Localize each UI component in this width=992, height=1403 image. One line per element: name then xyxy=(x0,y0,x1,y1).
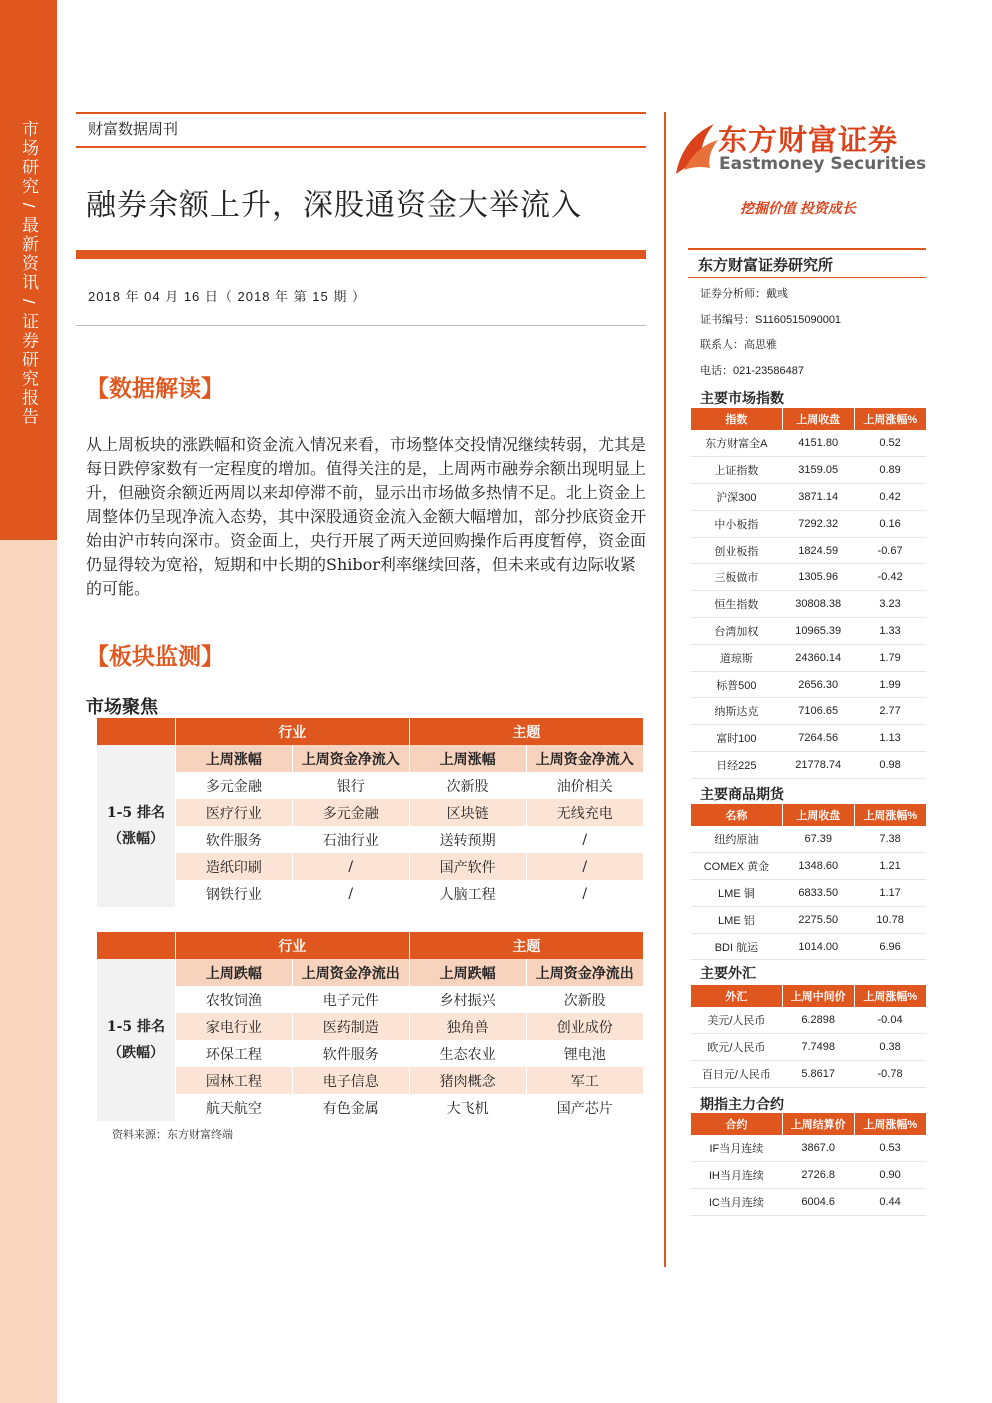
date-rule xyxy=(76,325,646,326)
interpretation-paragraph xyxy=(86,433,646,601)
column-header: 上周资金净流入 xyxy=(292,745,409,772)
interpretation-text: 从上周板块的涨跌幅和资金流入情况来看，市场整体交投情况继续转弱，尤其是每日跌停家数有一定程度的增加。值得关注的是，上周两市融券余额出现明显上升，但融资余额近两周以来却停滞不前，显示出市场做多热情不足。北上资金上周整体仍呈现净流入态势，其中深股通资金流入金额大幅增加，部分抄底资金开始由沪市转向深市。资金面上，央行开展了两天逆回购操作后再度暂停，资金面仍显得较为宽裕，短期和中长期的Shibor利率继续回落，但未来或有边际收紧的可能。 xyxy=(86,435,647,598)
table-cell: 中小板指 xyxy=(691,510,783,537)
indices-table xyxy=(690,408,926,779)
table-cell: 7292.32 xyxy=(782,510,854,537)
table-row xyxy=(691,1061,927,1088)
fx-title: 主要外汇 xyxy=(700,965,756,981)
row-label-type: （跌幅） xyxy=(107,1045,164,1061)
table-cell: 24360.14 xyxy=(782,644,854,671)
table-cell: / xyxy=(526,826,643,853)
table-cell: 乡村振兴 xyxy=(409,986,526,1013)
table-corner xyxy=(97,932,176,959)
table-row xyxy=(97,880,644,907)
table-cell: 人脑工程 xyxy=(409,880,526,907)
table-cell: / xyxy=(526,853,643,880)
table-cell: BDI 航运 xyxy=(691,933,783,960)
table-cell: 东方财富全A xyxy=(691,430,783,457)
column-header: 上周结算价 xyxy=(782,1113,854,1135)
table-cell: 台湾加权 xyxy=(691,618,783,645)
row-label xyxy=(97,745,176,907)
table-row xyxy=(691,752,927,779)
table-cell: 1.21 xyxy=(854,853,926,880)
table-row xyxy=(691,853,927,880)
table-cell: 2275.50 xyxy=(782,906,854,933)
column-header: 上周涨幅% xyxy=(854,408,926,430)
table-cell: LME 铜 xyxy=(691,880,783,907)
table-cell: 造纸印刷 xyxy=(175,853,292,880)
table-row xyxy=(691,430,927,457)
table-cell: 沪深300 xyxy=(691,484,783,511)
table-cell: 银行 xyxy=(292,772,409,799)
table-cell: 软件服务 xyxy=(292,1040,409,1067)
table-cell: 6.96 xyxy=(854,933,926,960)
section-title-interpretation: 【数据解读】 xyxy=(86,375,224,402)
table-cell: 3871.14 xyxy=(782,484,854,511)
table-cell: 创业成份 xyxy=(526,1013,643,1040)
table-row xyxy=(691,484,927,511)
column-header: 上周涨幅% xyxy=(854,804,926,826)
table-cell: 6004.6 xyxy=(782,1189,854,1216)
table-cell: 电子信息 xyxy=(292,1067,409,1094)
table-cell: 大飞机 xyxy=(409,1094,526,1121)
table-row xyxy=(97,1040,644,1067)
column-header: 上周跌幅 xyxy=(175,959,292,986)
table-cell: 3159.05 xyxy=(782,457,854,484)
table-cell: 纳斯达克 xyxy=(691,698,783,725)
column-header: 名称 xyxy=(691,804,783,826)
table-cell: 0.42 xyxy=(854,484,926,511)
contact-person: 联系人：高思雅 xyxy=(700,339,777,351)
table-cell: 航天航空 xyxy=(175,1094,292,1121)
table-cell: 3.23 xyxy=(854,591,926,618)
table-cell: 园林工程 xyxy=(175,1067,292,1094)
table-row xyxy=(691,1162,927,1189)
table-cell: 锂电池 xyxy=(526,1040,643,1067)
row-label-rank: 1-5 排名 xyxy=(106,805,166,821)
table-row xyxy=(691,1034,927,1061)
table-cell: 恒生指数 xyxy=(691,591,783,618)
column-header: 外汇 xyxy=(691,985,783,1007)
source-note: 资料来源：东方财富终端 xyxy=(112,1128,233,1141)
table-cell: 10.78 xyxy=(854,906,926,933)
table-row xyxy=(97,1013,644,1040)
table-cell: LME 铝 xyxy=(691,906,783,933)
table-cell: / xyxy=(292,880,409,907)
table-cell: 0.98 xyxy=(854,752,926,779)
table-cell: 5.8617 xyxy=(782,1061,854,1088)
table-cell: 农牧饲渔 xyxy=(175,986,292,1013)
table-cell: 欧元/人民币 xyxy=(691,1034,783,1061)
brand-name-en: Eastmoney Securities xyxy=(719,154,927,174)
table-cell: 0.89 xyxy=(854,457,926,484)
table-cell: 1824.59 xyxy=(782,537,854,564)
institute-underline xyxy=(688,277,926,278)
table-cell: 钢铁行业 xyxy=(175,880,292,907)
table-row xyxy=(691,564,927,591)
table-cell: 送转预期 xyxy=(409,826,526,853)
table-cell: 0.44 xyxy=(854,1189,926,1216)
column-header: 上周涨幅 xyxy=(409,745,526,772)
fx-table xyxy=(690,985,926,1088)
table-cell: -0.67 xyxy=(854,537,926,564)
table-cell: 上证指数 xyxy=(691,457,783,484)
sidebar-label: 市场研究 / 最新资讯 / 证券研究报告 xyxy=(19,120,38,427)
table-cell: 6.2898 xyxy=(782,1007,854,1034)
table-cell: 医疗行业 xyxy=(175,799,292,826)
column-header: 上周资金净流出 xyxy=(292,959,409,986)
table-cell: 7264.56 xyxy=(782,725,854,752)
certificate-number: 证书编号：S1160515090001 xyxy=(700,314,842,326)
table-cell: 7.7498 xyxy=(782,1034,854,1061)
table-cell: 0.52 xyxy=(854,430,926,457)
table-row xyxy=(691,537,927,564)
table-cell: 家电行业 xyxy=(175,1013,292,1040)
table-cell: 1.13 xyxy=(854,725,926,752)
commodities-title: 主要商品期货 xyxy=(700,786,784,802)
table-corner xyxy=(97,718,176,745)
table-cell: 软件服务 xyxy=(175,826,292,853)
table-cell: / xyxy=(526,880,643,907)
table-row xyxy=(691,1189,927,1216)
table-row xyxy=(691,698,927,725)
table-cell: COMEX 黄金 xyxy=(691,853,783,880)
table-cell: -0.78 xyxy=(854,1061,926,1088)
table-row xyxy=(691,1135,927,1162)
table-cell: 油价相关 xyxy=(526,772,643,799)
table-cell: 日经225 xyxy=(691,752,783,779)
table-cell: IC当月连续 xyxy=(691,1189,783,1216)
group-header: 行业 xyxy=(175,718,409,745)
row-label xyxy=(97,959,176,1121)
analyst-name: 证券分析师：戴彧 xyxy=(700,288,788,300)
column-divider xyxy=(664,112,666,1267)
table-cell: 7106.65 xyxy=(782,698,854,725)
section-title-monitor: 【板块监测】 xyxy=(86,643,224,670)
table-cell: 军工 xyxy=(526,1067,643,1094)
table-cell: 国产软件 xyxy=(409,853,526,880)
table-cell: 4151.80 xyxy=(782,430,854,457)
column-header: 上周收盘 xyxy=(782,804,854,826)
table-row xyxy=(691,591,927,618)
table-row xyxy=(691,644,927,671)
table-row xyxy=(691,510,927,537)
group-header: 主题 xyxy=(409,932,643,959)
table-cell: 三板做市 xyxy=(691,564,783,591)
table-cell: 0.53 xyxy=(854,1135,926,1162)
brand-name-cn: 东方财富证券 xyxy=(718,123,899,157)
table-cell: -0.04 xyxy=(854,1007,926,1034)
table-cell: 次新股 xyxy=(409,772,526,799)
table-cell: 1348.60 xyxy=(782,853,854,880)
table-cell: 0.38 xyxy=(854,1034,926,1061)
column-header: 上周涨幅 xyxy=(175,745,292,772)
table-row xyxy=(97,986,644,1013)
table-row xyxy=(97,799,644,826)
futures-title: 期指主力合约 xyxy=(700,1096,784,1112)
title-rule xyxy=(76,146,646,148)
table-cell: 3867.0 xyxy=(782,1135,854,1162)
table-cell: 无线充电 xyxy=(526,799,643,826)
phone-number: 电话：021-23586487 xyxy=(700,365,804,377)
table-cell: 医药制造 xyxy=(292,1013,409,1040)
institute-rule xyxy=(688,248,926,250)
table-cell: 美元/人民币 xyxy=(691,1007,783,1034)
column-header: 上周收盘 xyxy=(782,408,854,430)
table-cell: 创业板指 xyxy=(691,537,783,564)
table-cell: 独角兽 xyxy=(409,1013,526,1040)
table-cell: 石油行业 xyxy=(292,826,409,853)
table-cell: 1014.00 xyxy=(782,933,854,960)
group-header: 行业 xyxy=(175,932,409,959)
row-label-rank: 1-5 排名 xyxy=(106,1019,166,1035)
table-cell: 多元金融 xyxy=(292,799,409,826)
sidebar-light-bar xyxy=(0,540,57,1403)
table-cell: 1.99 xyxy=(854,671,926,698)
table-cell: 环保工程 xyxy=(175,1040,292,1067)
commodities-table xyxy=(690,804,926,960)
table-row xyxy=(97,826,644,853)
table-row xyxy=(97,1094,644,1121)
top-rule xyxy=(76,112,646,114)
table-cell: 富时100 xyxy=(691,725,783,752)
table-row xyxy=(691,725,927,752)
table-row xyxy=(97,853,644,880)
table-cell: 2656.30 xyxy=(782,671,854,698)
table-row xyxy=(691,826,927,853)
column-header: 合约 xyxy=(691,1113,783,1135)
brand-slogan: 挖掘价值 投资成长 xyxy=(740,200,856,216)
table-row xyxy=(97,772,644,799)
table-row xyxy=(691,1007,927,1034)
futures-table xyxy=(690,1113,926,1216)
table-cell: 2726.8 xyxy=(782,1162,854,1189)
table-cell: 30808.38 xyxy=(782,591,854,618)
table-cell: 10965.39 xyxy=(782,618,854,645)
headline-bar xyxy=(76,250,646,259)
table-cell: 纽约原油 xyxy=(691,826,783,853)
table-cell: 6833.50 xyxy=(782,880,854,907)
table-row xyxy=(691,671,927,698)
table-row xyxy=(97,1067,644,1094)
table-cell: 电子元件 xyxy=(292,986,409,1013)
table-row xyxy=(691,880,927,907)
table-cell: 生态农业 xyxy=(409,1040,526,1067)
table-cell: IH当月连续 xyxy=(691,1162,783,1189)
table-cell: 百日元/人民币 xyxy=(691,1061,783,1088)
table-cell: 道琼斯 xyxy=(691,644,783,671)
table-cell: 21778.74 xyxy=(782,752,854,779)
table-cell: / xyxy=(292,853,409,880)
table-cell: 0.16 xyxy=(854,510,926,537)
headline: 融券余额上升，深股通资金大举流入 xyxy=(86,189,582,222)
gainers-table xyxy=(96,718,643,907)
column-header: 上周资金净流出 xyxy=(526,959,643,986)
table-row xyxy=(691,906,927,933)
table-cell: 1.79 xyxy=(854,644,926,671)
table-cell: 1.17 xyxy=(854,880,926,907)
column-header: 上周中间价 xyxy=(782,985,854,1007)
row-label-type: （涨幅） xyxy=(107,831,164,847)
table-cell: IF当月连续 xyxy=(691,1135,783,1162)
losers-table xyxy=(96,932,643,1121)
institute-name: 东方财富证券研究所 xyxy=(698,257,834,274)
table-cell: -0.42 xyxy=(854,564,926,591)
table-cell: 7.38 xyxy=(854,826,926,853)
table-cell: 有色金属 xyxy=(292,1094,409,1121)
table-row xyxy=(691,618,927,645)
table-cell: 区块链 xyxy=(409,799,526,826)
issue-date: 2018 年 04 月 16 日（ 2018 年 第 15 期 ） xyxy=(88,289,366,304)
table-cell: 0.90 xyxy=(854,1162,926,1189)
column-header: 指数 xyxy=(691,408,783,430)
column-header: 上周涨幅% xyxy=(854,985,926,1007)
group-header: 主题 xyxy=(409,718,643,745)
table-cell: 2.77 xyxy=(854,698,926,725)
table-cell: 猪肉概念 xyxy=(409,1067,526,1094)
column-header: 上周跌幅 xyxy=(409,959,526,986)
table-cell: 多元金融 xyxy=(175,772,292,799)
table-cell: 国产芯片 xyxy=(526,1094,643,1121)
table-row xyxy=(691,933,927,960)
column-header: 上周涨幅% xyxy=(854,1113,926,1135)
publication-title: 财富数据周刊 xyxy=(88,121,179,138)
table-cell: 1305.96 xyxy=(782,564,854,591)
table-cell: 次新股 xyxy=(526,986,643,1013)
table-cell: 1.33 xyxy=(854,618,926,645)
table-row xyxy=(691,457,927,484)
column-header: 上周资金净流入 xyxy=(526,745,643,772)
indices-title: 主要市场指数 xyxy=(700,390,784,406)
table-cell: 标普500 xyxy=(691,671,783,698)
table-cell: 67.39 xyxy=(782,826,854,853)
focus-title: 市场聚焦 xyxy=(86,697,158,718)
